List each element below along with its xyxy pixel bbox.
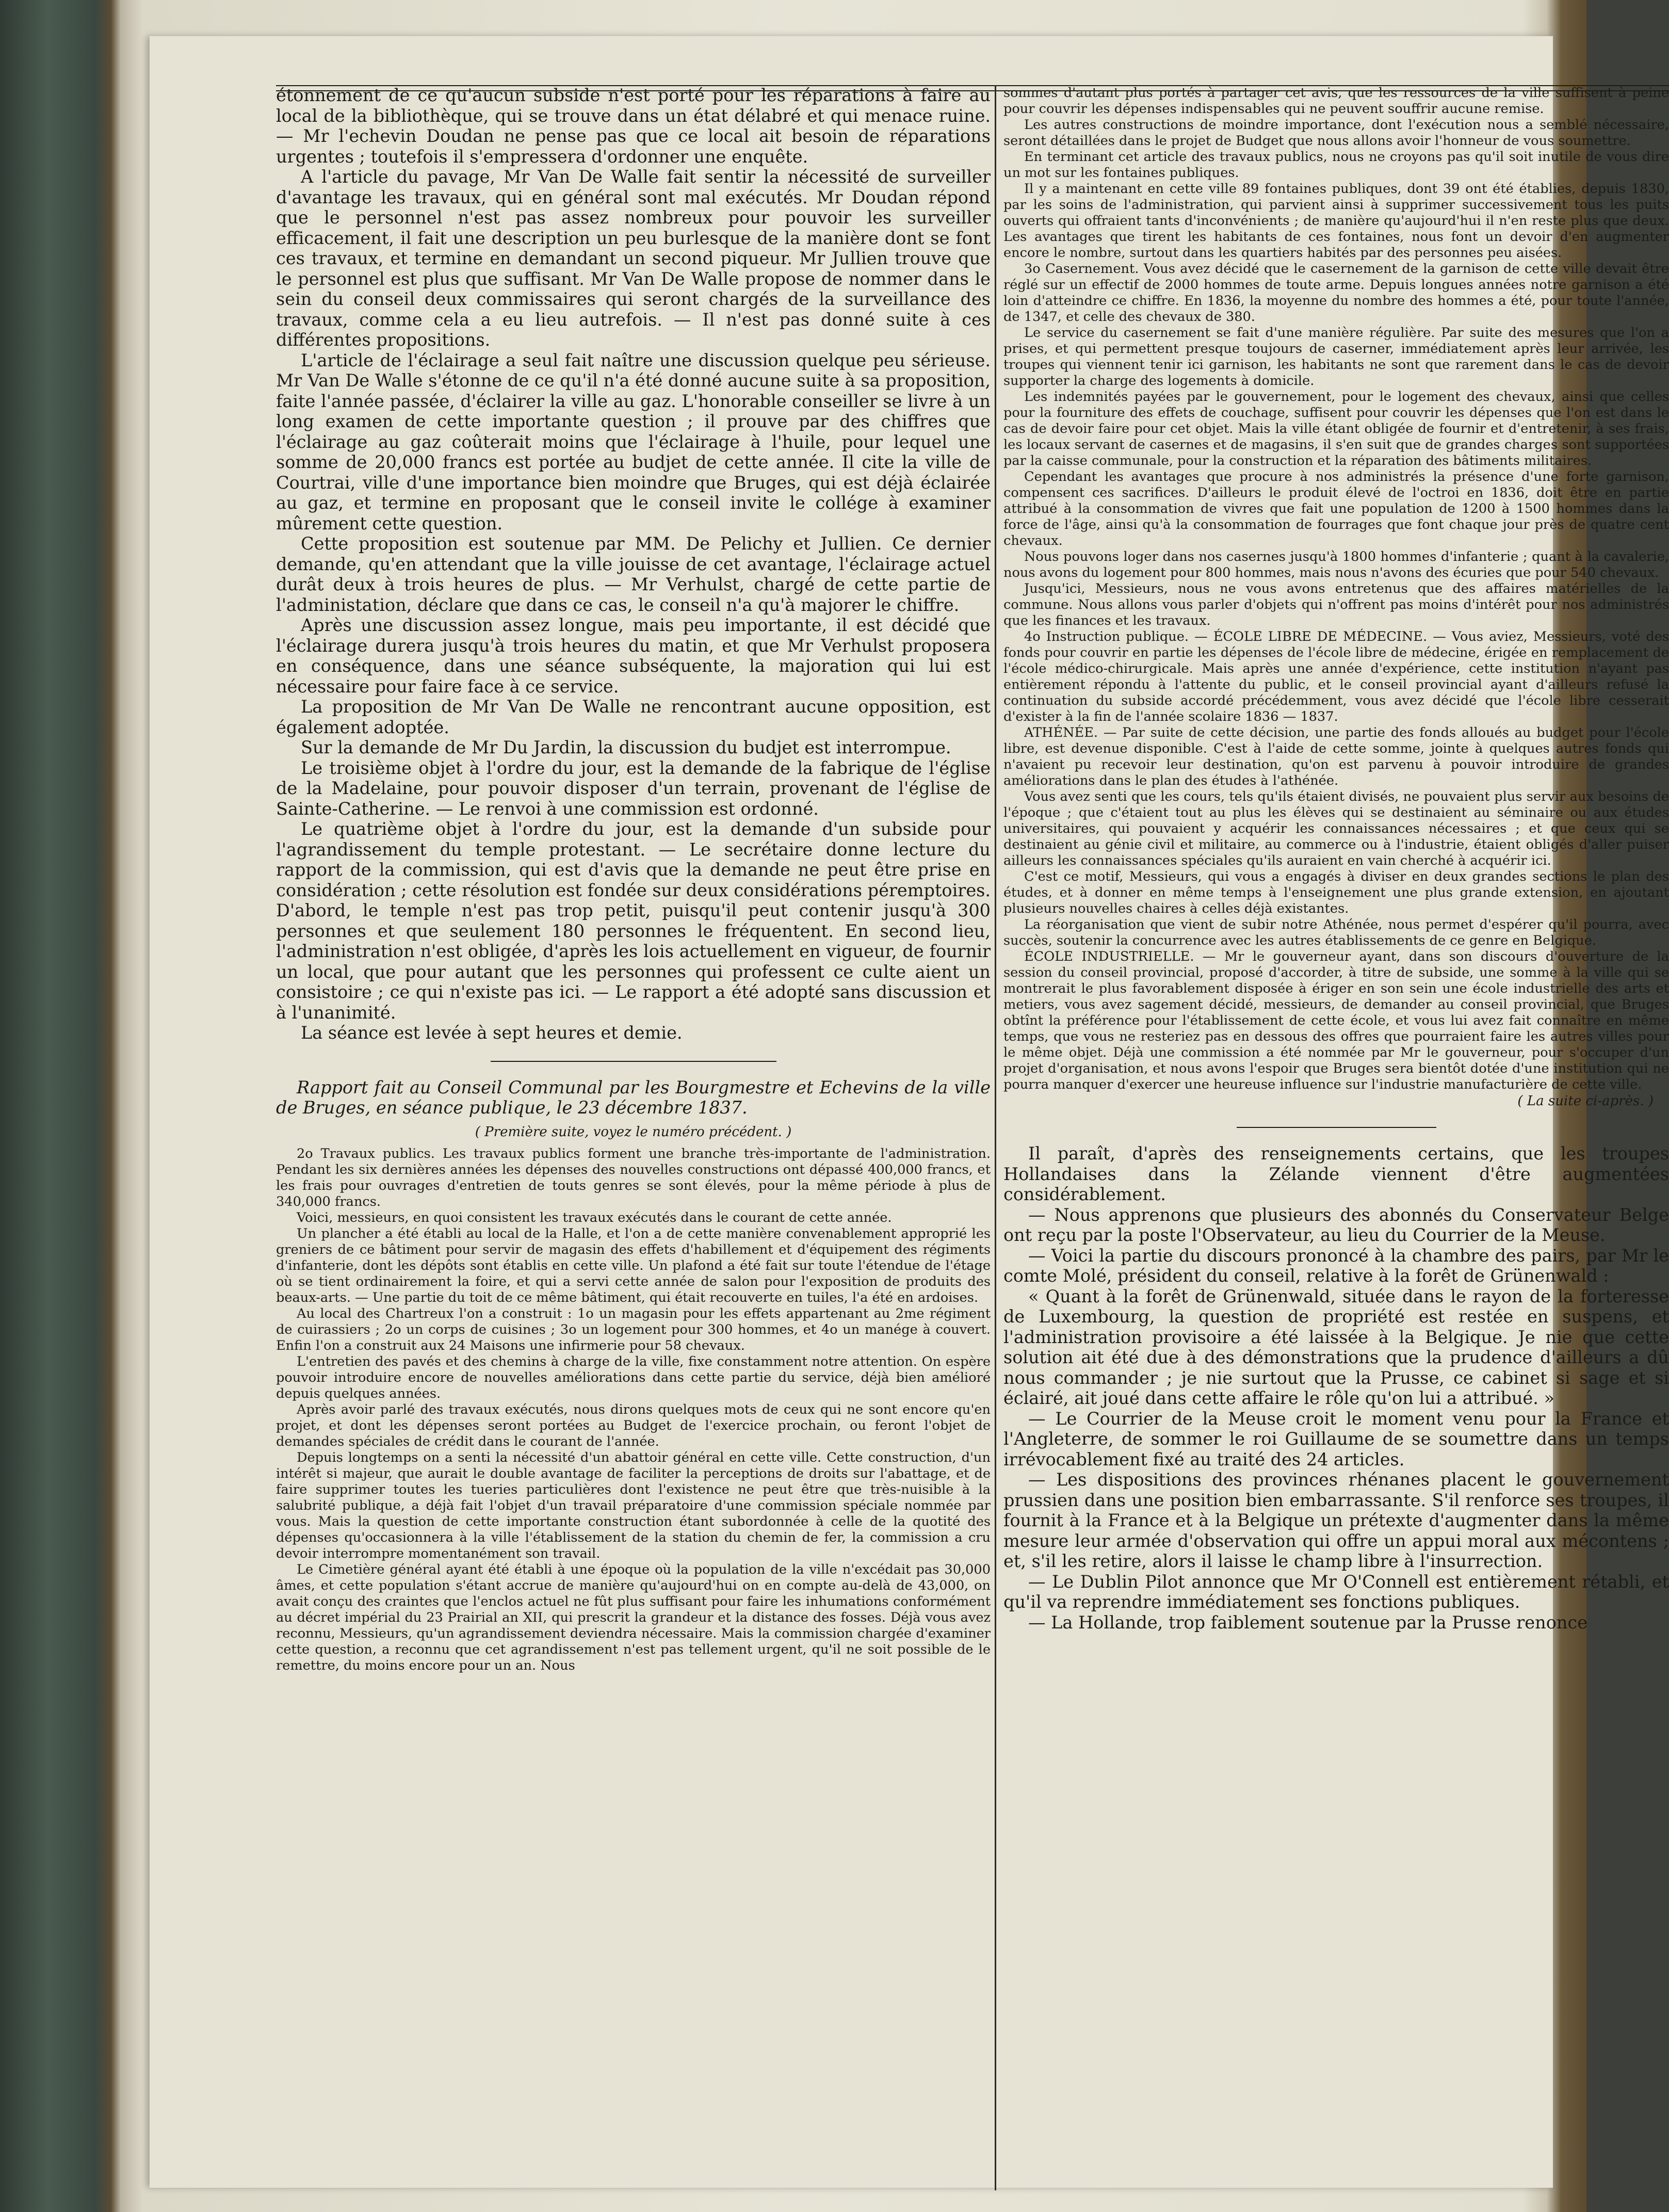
paragraph: 3o Casernement. Vous avez décidé que le casernement de la garnison de cette ville devait être réglé sur un effectif de 2000 hommes de toute arme. Depuis longues années notre garnison a été loin d'atteindre ce chiffre. En 1836, la moyenne du nombre des hommes a été, pour toute l'année, de 1347, et celle des chevaux de 380. <box>1003 261 1669 325</box>
paragraph: Cependant les avantages que procure à nos administrés la présence d'une forte garnison, compensent ces sacrifices. D'ailleurs le produit élevé de l'octroi en 1836, doit être en partie attribué à la consommation de vivres que fait une population de 1200 à 1500 hommes dans la force de l'âge, ainsi qu'à la consommation de fourrages que font chaque jour près de quatre cent chevaux. <box>1003 469 1669 548</box>
paragraph: — Voici la partie du discours prononcé à la chambre des pairs, par Mr le comte Molé, président du conseil, relative à la forêt de Grünenwald : <box>1003 1245 1669 1286</box>
paragraph: Il paraît, d'après des renseignements certains, que les troupes Hollandaises dans la Zélande viennent d'être augmentées considérablement. <box>1003 1143 1669 1204</box>
paragraph: Un plancher a été établi au local de la Halle, et l'on a de cette manière convenablement approprié les greniers de ce bâtiment pour servir de magasin des effets d'habillement et d'équipement des régiments d'infanterie, dont les dépôts sont établis en cette ville. Un plafond a été fait sur toute l'étendue de l'étage où se tient ordinairement la foire, et qui a servi cette année de salon pour l'exposition de produits des beaux-arts. — Une partie du toit de ce même bâtiment, qui était recouverte en tuiles, l'a été en ardoises. <box>276 1225 991 1305</box>
paragraph: Au local des Chartreux l'on a construit : 1o un magasin pour les effets appartenant au 2me régiment de cuirassiers ; 2o un corps de cuisines ; 3o un logement pour 300 hommes, et 4o un manége à couvert. Enfin l'on a construit aux 24 Maisons une infirmerie pour 58 chevaux. <box>276 1305 991 1353</box>
municipal-report-continued <box>1003 85 1669 1093</box>
paragraph: C'est ce motif, Messieurs, qui vous a engagés à diviser en deux grandes sections le plan des études, et à donner en même temps à l'enseignement une plus grande extension, en ajoutant plusieurs nouvelles chaires à celles déjà existantes. <box>1003 869 1669 916</box>
column-divider <box>995 85 996 2190</box>
paragraph: A l'article du pavage, Mr Van De Walle fait sentir la nécessité de surveiller d'avantage les travaux, qui en général sont mal exécutés. Mr Doudan répond que le personnel n'est pas assez nombreux pour pouvoir les surveiller efficacement, il fait une description un peu burlesque de la manière dont se font ces travaux, et termine en demandant un second piqueur. Mr Jullien trouve que le personnel est plus que suffisant. Mr Van De Walle propose de nommer dans le sein du conseil deux commissaires qui seront chargés de la surveillance des travaux, comme cela a eu lieu autrefois. — Il n'est pas donné suite à ces différentes propositions. <box>276 167 991 350</box>
paragraph: — Les dispositions des provinces rhénanes placent le gouvernement prussien dans une position bien embarrassante. S'il renforce ses troupes, il fournit à la France et à la Belgique un prétexte d'augmenter dans la même mesure leur armée d'observation qui offre un appui moral aux mécontens ; et, s'il les retire, alors il laisse le champ libre à l'insurrection. <box>1003 1470 1669 1571</box>
paragraph: Voici, messieurs, en quoi consistent les travaux exécutés dans le courant de cette année. <box>297 1209 892 1225</box>
paragraph: Cette proposition est soutenue par MM. De Pelichy et Jullien. Ce dernier demande, qu'en attendant que la ville jouisse de cet avantage, l'éclairage actuel durât deux à trois heures de plus. — Mr Verhulst, chargé de cette partie de l'administation, déclare que dans ce cas, le conseil n'a qu'à majorer le chiffre. <box>276 534 991 615</box>
paragraph: Les indemnités payées par le gouvernement, pour le logement des chevaux, ainsi que celles pour la fourniture des effets de couchage, suffisent pour couvrir les dépenses que l'on est dans le cas de devoir faire pour cet objet. Mais la ville étant obligée de fournir et d'entretenir, à ses frais, les locaux servant de casernes et de magasins, il s'en suit que de grandes charges sont supportées par la caisse communale, pour la construction et la réparation des bâtiments militaires. <box>1003 389 1669 469</box>
paragraph: — Le Dublin Pilot annonce que Mr O'Connell est entièrement rétabli, et qu'il va reprendre immédiatement ses fonctions publiques. <box>1003 1571 1669 1612</box>
paragraph: Le troisième objet à l'ordre du jour, est la demande de la fabrique de l'église de la Madelaine, pour pouvoir disposer d'un terrain, provenant de l'église de Sainte-Catherine. — Le renvoi à une commission est ordonné. <box>276 757 991 819</box>
paragraph: En terminant cet article des travaux publics, nous ne croyons pas qu'il soit inutile de vous dire un mot sur les fontaines publiques. <box>1003 149 1669 181</box>
continuation-note: ( La suite ci-après. ) <box>1517 1093 1654 1109</box>
municipal-report-text <box>276 1146 991 1674</box>
paragraph: — La Hollande, trop faiblement soutenue par la Prusse renonce <box>1028 1612 1588 1633</box>
report-subtitle: ( Première suite, voyez le numéro précédent. ) <box>475 1124 792 1140</box>
section-separator <box>1237 1127 1436 1128</box>
paragraph: Après une discussion assez longue, mais peu importante, il est décidé que l'éclairage durera jusqu'à trois heures du matin, et que Mr Verhulst proposera en conséquence, dans une séance subséquente, la majoration qui lui est nécessaire pour faire face à ce service. <box>276 615 991 697</box>
report-title: Rapport fait au Conseil Communal par les Bourgmestre et Echevins de la ville de Bruges, en séance publique, le 23 décembre 1837. <box>276 1077 991 1118</box>
paragraph: L'entretien des pavés et des chemins à charge de la ville, fixe constamment notre attention. On espère pouvoir introduire encore de nouvelles améliorations dans cette partie du service, déjà bien amélioré depuis quelques années. <box>276 1353 991 1401</box>
paragraph: Le quatrième objet à l'ordre du jour, est la demande d'un subside pour l'agrandissement du temple protestant. — Le secrétaire donne lecture du rapport de la commission, qui est d'avis que la demande ne peut être prise en considération ; cette résolution est fondée sur deux considérations péremptoires. D'abord, le temple n'est pas trop petit, puisqu'il peut contenir jusqu'à 300 personnes et que seulement 180 personnes le fréquentent. En second lieu, l'administration n'est obligée, d'après les lois actuellement en vigueur, de fournir un local, que pour autant que les personnes qui professent ce culte aient un consistoire ; ce qui n'existe pas ici. — Le rapport a été adopté sans discussion et à l'unanimité. <box>276 819 991 1023</box>
right-column <box>1003 85 1669 2167</box>
paragraph: — Le Courrier de la Meuse croit le moment venu pour la France et l'Angleterre, de sommer le roi Guillaume de se soumettre dans un temps irrévocablement fixé au traité des 24 articles. <box>1003 1408 1669 1470</box>
paragraph: 2o Travaux publics. Les travaux publics forment une branche très-importante de l'administration. Pendant les six dernières années les dépenses des nouvelles constructions ont dépassé 400,000 francs, et les frais pour ouvrages d'entretien de touts genres se sont élevés, pour la même période à plus de 340,000 francs. <box>276 1145 991 1209</box>
paragraph: Sur la demande de Mr Du Jardin, la discussion du budjet est interrompue. <box>301 737 951 757</box>
paragraph: Le Cimetière général ayant été établi à une époque où la population de la ville n'excédait pas 30,000 âmes, et cette population s'étant accrue de manière qu'aujourd'hui on en compte au-delà de 43,000, on avait conçu des craintes que l'enclos actuel ne fût plus suffisant pour faire les inhumations conformément au décret impérial du 23 Prairial an XII, qui prescrit la grandeur et la distance des fosses. Déjà vous avez reconnu, Messieurs, qu'un agrandissement deviendra nécessaire. Mais la commission chargée d'examiner cette question, a reconnu que cet agrandissement n'est pas tellement urgent, qu'il ne soit possible de le remettre, du moins encore pour un an. Nous <box>276 1561 991 1673</box>
newspaper-page <box>150 36 1669 2188</box>
paragraph: — Nous apprenons que plusieurs des abonnés du Conservateur Belge ont reçu par la poste l'Observateur, au lieu du Courrier de la Meuse. <box>1003 1204 1669 1245</box>
council-session-report <box>276 85 991 1043</box>
paragraph: 4o Instruction publique. — ÉCOLE LIBRE DE MÉDECINE. — Vous aviez, Messieurs, voté des fonds pour couvrir en partie les dépenses de l'école libre de médecine, érigée en remplacement de l'école médico-chirurgicale. Mais après une année d'expérience, cette institution n'ayant pas entièrement répondu à l'attente du public, et le conseil provincial ayant d'ailleurs refusé la continuation du subside accordé précédemment, vous avez décidé que l'école libre cesserait d'exister à la fin de l'année scolaire 1836 — 1837. <box>1003 629 1669 724</box>
paragraph: Depuis longtemps on a senti la nécessité d'un abattoir général en cette ville. Cette construction, d'un intérêt si majeur, que aurait le double avantage de faciliter la perceptions de droits sur l'abattage, et de faire supprimer toutes les tueries particulières dont l'existence ne peut être que très-nuisible à la salubrité publique, a déjà fait l'objet d'un travail préparatoire d'une commission spéciale nommée par vous. Mais la question de cette importante construction étant subordonnée à celle de la quotité des dépenses qu'occasionnera à la ville l'établissement de la station du chemin de fer, la commission a cru devoir interrompre momentanément son travail. <box>276 1449 991 1561</box>
paragraph: L'article de l'éclairage a seul fait naître une discussion quelque peu sérieuse. Mr Van De Walle s'étonne de ce qu'il n'a été donné aucune suite à sa proposition, faite l'année passée, d'éclairer la ville au gaz. L'honorable conseiller se livre à un long examen de cette importante question ; il prouve par des chiffres que l'éclairage au gaz coûterait moins que l'éclairage à l'huile, pour lequel une somme de 20,000 francs est portée au budjet de cette année. Il cite la ville de Courtrai, ville d'une importance bien moindre que Bruges, qui est déjà éclairée au gaz, et termine en proposant que le conseil invite le collége à examiner mûrement cette question. <box>276 350 991 534</box>
paragraph: La réorganisation que vient de subir notre Athénée, nous permet d'espérer qu'il pourra, avec succès, soutenir la concurrence avec les autres établissements de ce genre en Belgique. <box>1003 917 1669 948</box>
paragraph: La séance est levée à sept heures et demie. <box>301 1023 683 1043</box>
section-separator <box>491 1061 776 1062</box>
paragraph: Les autres constructions de moindre importance, dont l'exécution nous a semblé nécessaire, seront détaillées dans le projet de Budget que nous allons avoir l'honneur de vous soumettre. <box>1003 117 1669 149</box>
paragraph: sommes d'autant plus portés à partager cet avis, que les ressources de la ville suffisent à peine pour couvrir les dépenses indispensables qui ne peuvent souffrir aucune remise. <box>1003 85 1669 117</box>
paragraph: Il y a maintenant en cette ville 89 fontaines publiques, dont 39 ont été établies, depuis 1830, par les soins de l'administration, qui parvient ainsi à supprimer successivement tous les puits ouverts qui offraient tants d'inconvénients ; de manière qu'aujourd'hui il n'en reste plus que deux. Les avantages que tirent les habitants de ces fontaines, nous font un devoir d'en augmenter encore le nombre, surtout dans les quartiers habités par des personnes peu aisées. <box>1003 181 1669 261</box>
paragraph: ATHÉNÉE. — Par suite de cette décision, une partie des fonds alloués au budget pour l'école libre, est devenue disponible. C'est à l'aide de cette somme, jointe à quelques autres fonds qui n'avaient pu recevoir leur destination, qu'on est parvenu à pouvoir introduire de grandes améliorations dans le plan des études à l'athénée. <box>1003 725 1669 788</box>
paragraph: Jusqu'ici, Messieurs, nous ne vous avons entretenus que des affaires matérielles de la commune. Nous allons vous parler d'objets qui n'offrent pas moins d'intérêt pour nos administrés que les finances et les travaux. <box>1003 581 1669 628</box>
paragraph: Après avoir parlé des travaux exécutés, nous dirons quelques mots de ceux qui ne sont encore qu'en projet, et dont les dépenses seront portées au Budget de l'exercice prochain, ou feront l'objet de demandes spéciales de crédit dans le courant de l'année. <box>276 1401 991 1449</box>
paragraph: Nous pouvons loger dans nos casernes jusqu'à 1800 hommes d'infanterie ; quant à la cavalerie, nous avons du logement pour 800 hommes, mais nous n'avons des écuries que pour 540 chevaux. <box>1003 549 1669 580</box>
paragraph: « Quant à la forêt de Grünenwald, située dans le rayon de la forteresse de Luxembourg, la question de propriété est restée en suspens, et l'administration provisoire a été laissée à la Belgique. Je nie que cette solution ait été due à des démonstrations que la prudence d'ailleurs a dû nous commander ; je nie surtout que la Prusse, ce cabinet si sage et si éclairé, ait joué dans cette affaire le rôle qu'on lui a attribué. » <box>1003 1286 1669 1408</box>
paragraph: Vous avez senti que les cours, tels qu'ils étaient divisés, ne pouvaient plus servir aux besoins de l'époque ; que c'étaient tout au plus les élèves qui se destinaient au séminaire ou aux études universitaires, qui pouvaient y acquérir les connaissances nécessaires ; et que ceux qui se destinaient au génie civil et militaire, au commerce ou à l'industrie, étaient obligés d'aller puiser ailleurs les connaissances spéciales qu'ils auraient en vain cherché à acquérir ici. <box>1003 789 1669 868</box>
paragraph: étonnement de ce qu'aucun subside n'est porté pour les réparations à faire au local de la bibliothèque, qui se trouve dans un état délabré et qui menace ruine. — Mr l'echevin Doudan ne pense pas que ce local ait besoin de réparations urgentes ; toutefois il s'empressera d'ordonner une enquête. <box>276 85 991 167</box>
news-items <box>1003 1143 1669 1633</box>
paragraph: Le service du casernement se fait d'une manière régulière. Par suite des mesures que l'on a prises, et qui permettent presque toujours de caserner, immédiatement après leur arrivée, les troupes qui viennent tenir ici garnison, les habitants ne sont que rarement dans le cas de devoir supporter la charge des logements à domicile. <box>1003 325 1669 389</box>
left-column <box>276 85 991 2167</box>
paragraph: ÉCOLE INDUSTRIELLE. — Mr le gouverneur ayant, dans son discours d'ouverture de la session du conseil provincial, proposé d'accorder, à titre de subside, une somme à la ville qui se montrerait le plus favorablement disposée à ériger en son sein une école industrielle des arts et metiers, vous avez sagement décidé, messieurs, de demander au conseil provincial, que Bruges obtînt la préférence pour l'établissement de cette école, et vous lui avez fait connaître en même temps, que vous ne resteriez pas en dessous des offres que pourraient faire les autres villes pour le même objet. Déjà une commission a été nommée par Mr le gouverneur, pour s'occuper d'un projet d'organisation, et nous avons l'espoir que Bruges sera bientôt dotée d'une institution qui ne pourra manquer d'exercer une heureuse influence sur l'industrie manufacturière de cette ville. <box>1003 949 1669 1092</box>
paragraph: La proposition de Mr Van De Walle ne rencontrant aucune opposition, est également adoptée. <box>276 697 991 737</box>
